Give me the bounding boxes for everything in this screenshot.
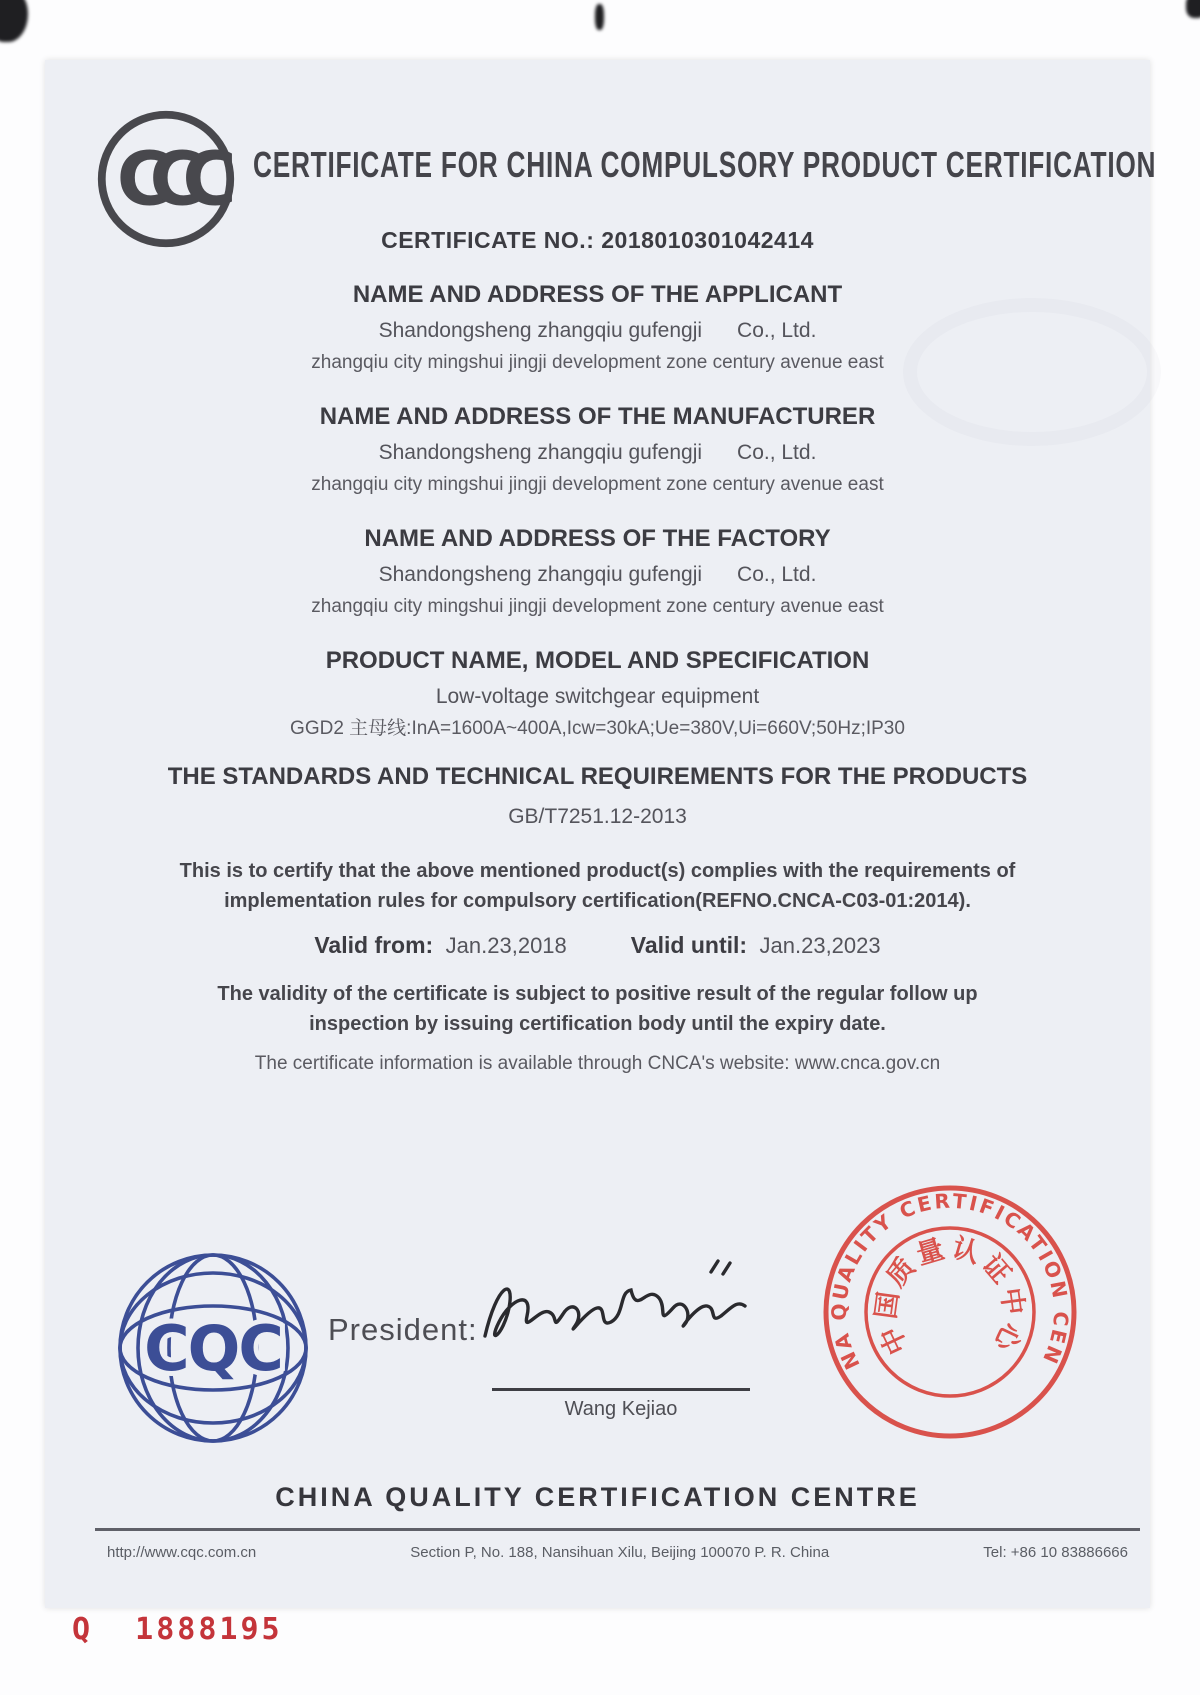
manufacturer-heading: NAME AND ADDRESS OF THE MANUFACTURER — [319, 403, 876, 430]
factory-address: zhangqiu city mingshui jingji development zone century avenue east — [311, 596, 884, 617]
product-spec: GGD2 主母线:InA=1600A~400A,Icw=30kA;Ue=380V,Ui=660V;50Hz;IP30 — [290, 718, 905, 739]
standards-heading: THE STANDARDS AND TECHNICAL REQUIREMENTS FOR THE PRODUCTS — [167, 763, 1028, 790]
certificate-title: CERTIFICATE FOR CHINA COMPULSORY PRODUCT CERTIFICATION — [253, 144, 1157, 185]
scan-artifact — [595, 4, 604, 30]
standards-value: GB/T7251.12-2013 — [508, 805, 687, 828]
president-name: Wang Kejiao — [564, 1398, 678, 1420]
scan-artifact — [1186, 0, 1200, 18]
validity-row — [45, 932, 1150, 959]
applicant-heading: NAME AND ADDRESS OF THE APPLICANT — [352, 281, 843, 308]
standards-section — [45, 762, 1150, 832]
footer-contact-row — [107, 1544, 1128, 1561]
president-label: President: — [328, 1312, 478, 1347]
applicant-name: Shandongsheng zhangqiu gufengji Co., Ltd. — [378, 319, 817, 342]
ccc-logo-letters: CCC — [116, 136, 216, 223]
factory-heading: NAME AND ADDRESS OF THE FACTORY — [364, 525, 831, 552]
manufacturer-name: Shandongsheng zhangqiu gufengji Co., Ltd. — [378, 441, 817, 464]
svg-text:CHINA QUALITY CERTIFICATION CE — [827, 1189, 1073, 1374]
valid-from — [314, 932, 566, 959]
certify-statement: This is to certify that the above mentioned product(s) complies with the requirements of implementation rules for compulsory certification(REFNO.CNCA-C03-01:2014). — [179, 860, 1016, 912]
valid-until-value: Jan.23,2023 — [759, 933, 881, 958]
cnca-website-note: The certificate information is available through CNCA's website: www.cnca.gov.cn — [254, 1053, 941, 1074]
certificate-page — [45, 60, 1157, 1608]
certificate-number: CERTIFICATE NO.: 2018010301042414 — [381, 227, 814, 253]
serial-number: Q 1888195 — [72, 1612, 283, 1647]
ccc-logo — [93, 106, 239, 252]
valid-until-label: Valid until: — [630, 932, 748, 958]
product-name: Low-voltage switchgear equipment — [435, 685, 760, 708]
scan-artifact — [0, 0, 28, 42]
factory-name: Shandongsheng zhangqiu gufengji Co., Ltd. — [378, 563, 817, 586]
fingerprint-watermark — [903, 298, 1161, 446]
footer-centre-name: CHINA QUALITY CERTIFICATION CENTRE — [275, 1482, 920, 1512]
manufacturer-address: zhangqiu city mingshui jingji development zone century avenue east — [311, 474, 884, 495]
valid-from-value: Jan.23,2018 — [445, 933, 567, 958]
footer-website: http://www.cqc.com.cn — [107, 1544, 257, 1561]
footer-address: Section P, No. 188, Nansihuan Xilu, Beijing 100070 P. R. China — [410, 1544, 830, 1561]
svg-text:中国质量认证中心 — [871, 1233, 1030, 1360]
applicant-address: zhangqiu city mingshui jingji development zone century avenue east — [311, 352, 884, 373]
cqc-red-stamp — [819, 1181, 1081, 1443]
footer-divider — [95, 1528, 1140, 1531]
stamp-outer-text: CHINA QUALITY CERTIFICATION CENTRE — [826, 1188, 1074, 1374]
factory-section — [45, 524, 1150, 620]
valid-until — [631, 932, 881, 959]
signature-line — [492, 1388, 750, 1391]
footer-tel: Tel: +86 10 83886666 — [983, 1544, 1128, 1561]
product-heading: PRODUCT NAME, MODEL AND SPECIFICATION — [325, 647, 870, 674]
stamp-inner-text: 中国质量认证中心 — [870, 1232, 1030, 1360]
validity-note: The validity of the certificate is subject to positive result of the regular follow up inspection by issuing certification body until the expiry date. — [217, 983, 978, 1035]
valid-from-label: Valid from: — [314, 932, 434, 958]
president-signature — [475, 1256, 775, 1376]
cqc-logo — [115, 1250, 311, 1446]
cqc-logo-letters: CQC — [144, 1312, 282, 1385]
product-section — [45, 646, 1150, 742]
